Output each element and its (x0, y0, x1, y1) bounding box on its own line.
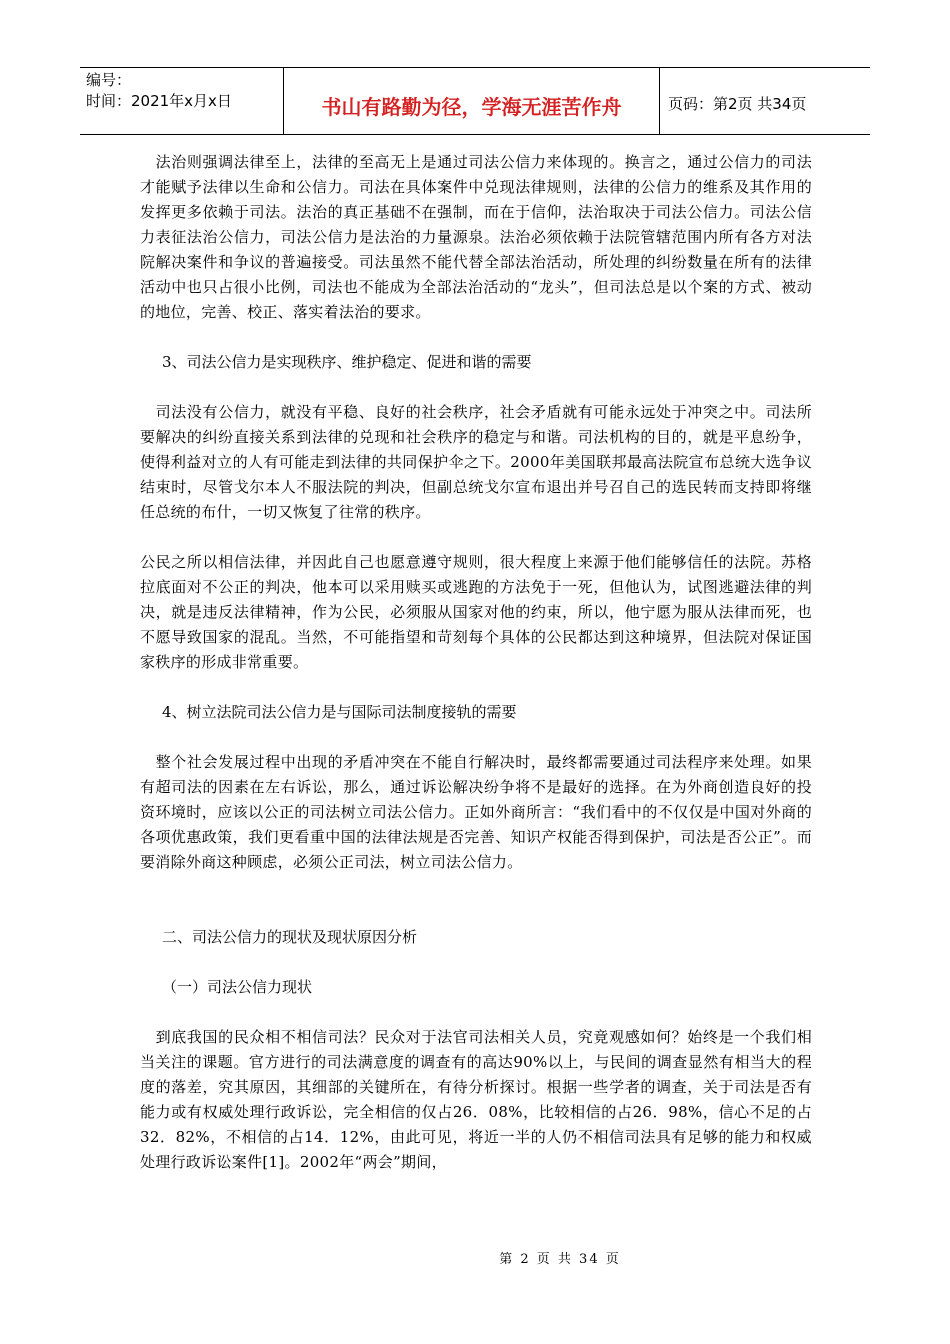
number-label: 编号： (86, 71, 132, 89)
header-meta (80, 68, 283, 134)
document-body (140, 150, 812, 1175)
heading-4: 4、树立法院司法公信力是与国际司法制度接轨的需要 (162, 703, 517, 721)
heading-3: 3、司法公信力是实现秩序、维护稳定、促进和谐的需要 (162, 353, 532, 371)
date-label: 时间：2021年x月x日 (86, 92, 232, 110)
header-motto: 书山有路勤为径，学海无涯苦作舟 (283, 68, 660, 134)
paragraph-social-order: 司法没有公信力，就没有平稳、良好的社会秩序，社会矛盾就有可能永远处于冲突之中。司法所要解决的纠纷直接关系到法律的兑现和社会秩序的稳定与和谐。司法机构的目的，就是平息纷争，使得利益对立的人有可能走到法律的共同保护伞之下。2000年美国联邦最高法院宣布总统大选争议结束时，尽管戈尔本人不服法院的判决，但副总统戈尔宣布退出并号召自己的选民转而支持即将继任总统的布什，一切又恢复了往常的秩序。 (140, 403, 812, 521)
paragraph-current-status: 到底我国的民众相不相信司法？民众对于法官司法相关人员，究竟观感如何？始终是一个我们相当关注的课题。官方进行的司法满意度的调查有的高达90%以上，与民间的调查显然有相当大的程度的落差，究其原因，其细部的关键所在，有待分析探讨。根据一些学者的调查，关于司法是否有能力或有权威处理行政诉讼，完全相信的仅占26．08%，比较相信的占26．98%，信心不足的占32．82%，不相信的占14．12%，由此可见，将近一半的人仍不相信司法具有足够的能力和权威处理行政诉讼案件[1]。2002年“两会”期间， (140, 1028, 812, 1171)
header-page-info: 页码：第2页 共34页 (668, 94, 807, 113)
paragraph-international: 整个社会发展过程中出现的矛盾冲突在不能自行解决时，最终都需要通过司法程序来处理。如果有超司法的因素在左右诉讼，那么，通过诉讼解决纷争将不是最好的选择。在为外商创造良好的投资环境时，应该以公正的司法树立司法公信力。正如外商所言：“我们看中的不仅仅是中国对外商的各项优惠政策，我们更看重中国的法律法规是否完善、知识产权能否得到保护，司法是否公正”。而要消除外商这种顾虑，必须公正司法，树立司法公信力。 (140, 753, 812, 871)
page-header (80, 67, 870, 135)
subsection-1-heading: （一）司法公信力现状 (162, 978, 313, 996)
page-footer: 第 2 页 共 34 页 (499, 1252, 621, 1267)
paragraph-rule-of-law: 法治则强调法律至上，法律的至高无上是通过司法公信力来体现的。换言之，通过公信力的司法才能赋予法律以生命和公信力。司法在具体案件中兑现法律规则，法律的公信力的维系及其作用的发挥更多依赖于司法。法治的真正基础不在强制，而在于信仰，法治取决于司法公信力。司法公信力表征法治公信力，司法公信力是法治的力量源泉。法治必须依赖于法院管辖范围内所有各方对法院解决案件和争议的普遍接受。司法虽然不能代替全部法治活动，所处理的纠纷数量在所有的法律活动中也只占很小比例，司法也不能成为全部法治活动的“龙头”，但司法总是以个案的方式、被动的地位，完善、校正、落实着法治的要求。 (140, 153, 812, 321)
paragraph-socrates: 公民之所以相信法律，并因此自己也愿意遵守规则，很大程度上来源于他们能够信任的法院。苏格拉底面对不公正的判决，他本可以采用赎买或逃跑的方法免于一死，但他认为，试图逃避法律的判决，就是违反法律精神，作为公民，必须服从国家对他的约束，所以，他宁愿为服从法律而死，也不愿导致国家的混乱。当然，不可能指望和苛刻每个具体的公民都达到这种境界，但法院对保证国家秩序的形成非常重要。 (140, 553, 812, 671)
section-2-heading: 二、司法公信力的现状及现状原因分析 (162, 928, 418, 946)
